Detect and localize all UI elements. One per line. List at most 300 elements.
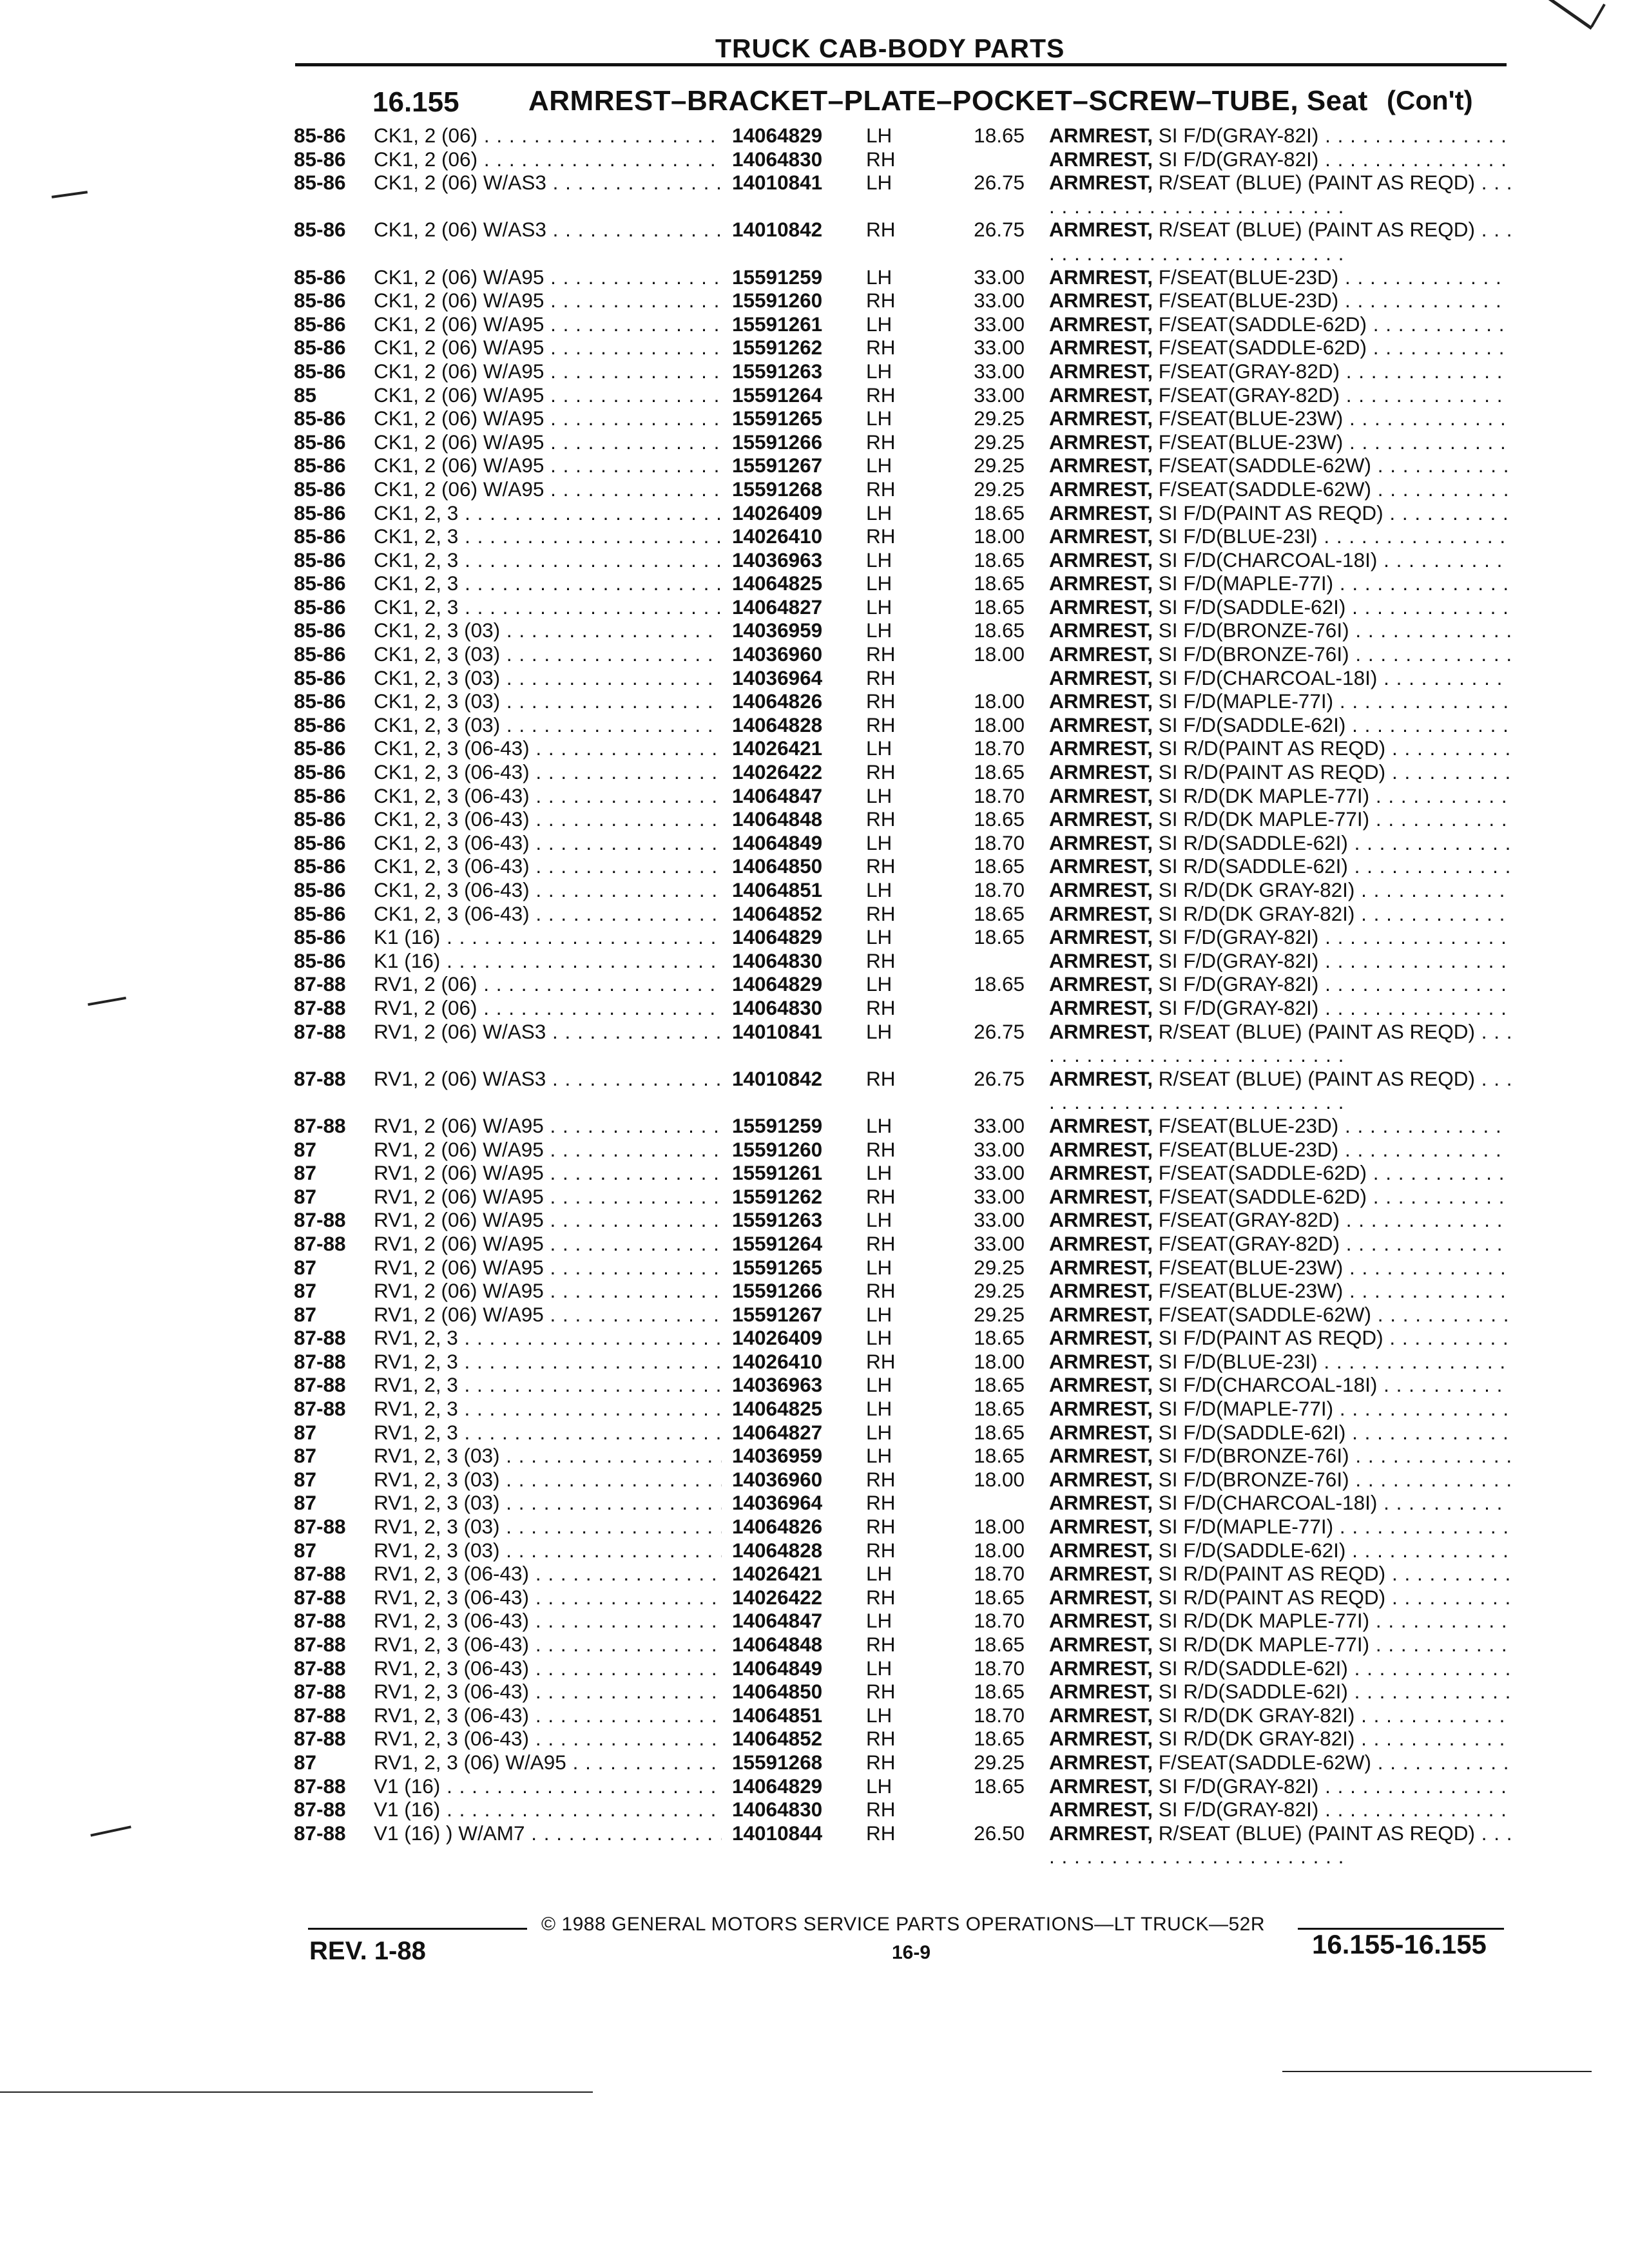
row-model: RV1, 2, 3 (06-43) . . .	[374, 1586, 722, 1610]
row-year: 87-88	[294, 1562, 346, 1586]
row-description	[1049, 454, 1513, 477]
row-item-name: ARMREST,	[1049, 1302, 1153, 1326]
row-model: V1 (16) . . .	[374, 1774, 722, 1798]
row-part-number: 15591266	[732, 1279, 823, 1303]
row-item-spec: F/SEAT(SADDLE-62D)	[1158, 1184, 1367, 1208]
row-description	[1049, 1161, 1513, 1185]
row-model: RV1, 2, 3 (06-43) . . .	[374, 1704, 722, 1727]
row-price: 18.00	[974, 524, 1025, 548]
row-side: LH	[866, 1019, 892, 1043]
section-continued: (Con't)	[1387, 85, 1473, 115]
row-model: CK1, 2, 3 (06-43) . . .	[374, 878, 722, 902]
row-description	[1049, 949, 1513, 973]
row-item-spec: SI F/D(PAINT AS REQD)	[1158, 501, 1383, 524]
row-model: RV1, 2, 3 . . .	[374, 1373, 722, 1397]
row-item-spec: F/SEAT(BLUE-23D)	[1158, 289, 1339, 312]
row-item-spec: R/SEAT (BLUE) (PAINT AS REQD)	[1158, 1019, 1476, 1043]
row-year: 85-86	[294, 336, 346, 360]
row-description	[1049, 1491, 1513, 1515]
row-part-number: 14036960	[732, 1467, 823, 1491]
row-model: CK1, 2 (06) W/A95 . . .	[374, 430, 722, 454]
row-part-number: 14036959	[732, 1444, 823, 1468]
table-row	[294, 548, 1518, 572]
row-year: 87-88	[294, 1326, 346, 1350]
row-description	[1049, 784, 1513, 808]
row-part-number: 14010842	[732, 1066, 823, 1090]
row-side: RH	[866, 1798, 896, 1821]
row-model: CK1, 2, 3 (03) . . .	[374, 689, 722, 713]
row-model: CK1, 2, 3 (03) . . .	[374, 666, 722, 690]
row-item-spec: F/SEAT(BLUE-23W)	[1158, 407, 1344, 430]
row-part-number: 14036964	[732, 666, 823, 689]
row-part-number: 14064848	[732, 807, 823, 831]
row-part-number: 14064851	[732, 1703, 823, 1727]
row-part-number: 15591262	[732, 336, 823, 360]
row-model: RV1, 2 (06) W/A95 . . .	[374, 1279, 722, 1303]
row-model: RV1, 2, 3 (06-43) . . .	[374, 1562, 722, 1586]
row-item-name: ARMREST,	[1049, 1444, 1153, 1468]
row-description	[1049, 689, 1513, 713]
row-description	[1049, 1421, 1513, 1445]
row-part-number: 15591268	[732, 1750, 823, 1774]
row-description	[1049, 595, 1513, 619]
row-part-number: 15591260	[732, 1137, 823, 1161]
row-item-name: ARMREST,	[1049, 124, 1153, 147]
table-row	[294, 1232, 1518, 1256]
row-side: RH	[866, 854, 896, 878]
row-side: RH	[866, 524, 896, 548]
row-side: RH	[866, 642, 896, 666]
row-item-name: ARMREST,	[1049, 1467, 1153, 1491]
row-side: LH	[866, 1161, 892, 1185]
row-part-number: 14064829	[732, 1774, 823, 1798]
row-price: 29.25	[974, 430, 1025, 454]
table-row	[294, 289, 1518, 312]
row-part-number: 14064830	[732, 1798, 823, 1821]
row-year: 85-86	[294, 124, 346, 147]
row-year: 85-86	[294, 147, 346, 171]
row-part-number: 14064826	[732, 689, 823, 713]
row-part-number: 14064852	[732, 901, 823, 925]
table-row	[294, 1774, 1518, 1798]
row-side: LH	[866, 171, 892, 195]
row-item-spec: SI F/D(GRAY-82I)	[1158, 972, 1319, 996]
row-price: 18.65	[974, 1326, 1025, 1350]
row-side: RH	[866, 1279, 896, 1303]
row-side: RH	[866, 1821, 896, 1845]
row-price: 18.65	[974, 1585, 1025, 1609]
table-row	[294, 1067, 1518, 1114]
row-description	[1049, 1279, 1513, 1303]
table-row	[294, 148, 1518, 171]
row-price: 18.65	[974, 1727, 1025, 1751]
row-year: 87-88	[294, 972, 346, 996]
row-description	[1049, 1774, 1513, 1798]
row-year: 87	[294, 1161, 317, 1185]
row-item-name: ARMREST,	[1049, 289, 1153, 312]
table-row	[294, 1798, 1518, 1821]
row-model: CK1, 2 (06) . . .	[374, 124, 722, 148]
row-description	[1049, 1798, 1513, 1821]
row-description	[1049, 1303, 1513, 1327]
row-part-number: 14064829	[732, 124, 823, 147]
row-description	[1049, 1067, 1513, 1114]
table-row	[294, 595, 1518, 619]
row-model: CK1, 2, 3 (03) . . .	[374, 619, 722, 642]
row-year: 87-88	[294, 1680, 346, 1704]
row-model: RV1, 2 (06) W/A95 . . .	[374, 1256, 722, 1280]
row-description	[1049, 124, 1513, 148]
row-side: LH	[866, 619, 892, 642]
row-description	[1049, 713, 1513, 737]
row-price: 18.65	[974, 595, 1025, 619]
row-side: RH	[866, 1633, 896, 1656]
table-row	[294, 831, 1518, 855]
row-year: 85-86	[294, 171, 346, 195]
scan-mark	[0, 2091, 593, 2093]
row-item-name: ARMREST,	[1049, 1420, 1153, 1444]
row-side: RH	[866, 1515, 896, 1539]
row-item-spec: SI F/D(BRONZE-76I)	[1158, 642, 1349, 666]
row-year: 85-86	[294, 831, 346, 854]
row-item-spec: F/SEAT(SADDLE-62D)	[1158, 312, 1367, 336]
row-item-spec: SI R/D(SADDLE-62I)	[1158, 831, 1348, 854]
table-row	[294, 360, 1518, 383]
row-description	[1049, 1704, 1513, 1727]
table-row	[294, 124, 1518, 148]
row-item-spec: R/SEAT (BLUE) (PAINT AS REQD)	[1158, 218, 1476, 242]
row-item-name: ARMREST,	[1049, 1019, 1153, 1043]
row-description	[1049, 289, 1513, 312]
row-part-number: 14036959	[732, 619, 823, 642]
row-model: CK1, 2 (06) W/A95 . . .	[374, 336, 722, 360]
row-year: 87-88	[294, 1515, 346, 1539]
row-item-name: ARMREST,	[1049, 1750, 1153, 1774]
row-item-spec: SI F/D(MAPLE-77I)	[1158, 572, 1334, 595]
row-item-name: ARMREST,	[1049, 454, 1153, 477]
row-item-name: ARMREST,	[1049, 1397, 1153, 1421]
row-part-number: 14064827	[732, 1420, 823, 1444]
row-item-spec: SI R/D(DK GRAY-82I)	[1158, 1703, 1355, 1727]
row-side: LH	[866, 831, 892, 854]
row-description	[1049, 1586, 1513, 1610]
row-model: CK1, 2 (06) . . .	[374, 148, 722, 171]
row-side: LH	[866, 407, 892, 430]
row-price: 29.25	[974, 407, 1025, 430]
row-side: RH	[866, 1137, 896, 1161]
row-description	[1049, 430, 1513, 454]
row-item-spec: F/SEAT(SADDLE-62W)	[1158, 477, 1371, 501]
row-year: 85-86	[294, 619, 346, 642]
table-row	[294, 1491, 1518, 1515]
table-row	[294, 1821, 1518, 1869]
row-item-spec: SI R/D(DK GRAY-82I)	[1158, 901, 1355, 925]
row-item-name: ARMREST,	[1049, 1727, 1153, 1751]
row-year: 87-88	[294, 1774, 346, 1798]
row-model: CK1, 2 (06) W/A95 . . .	[374, 360, 722, 383]
row-description	[1049, 1373, 1513, 1397]
row-item-spec: SI F/D(CHARCOAL-18I)	[1158, 1491, 1378, 1515]
row-year: 85-86	[294, 501, 346, 524]
row-model: CK1, 2, 3 (06-43) . . .	[374, 854, 722, 878]
table-row	[294, 1256, 1518, 1280]
row-item-name: ARMREST,	[1049, 1491, 1153, 1515]
row-part-number: 14026421	[732, 1562, 823, 1586]
row-model: CK1, 2, 3 . . .	[374, 524, 722, 548]
row-year: 85-86	[294, 312, 346, 336]
row-side: LH	[866, 1113, 892, 1137]
row-item-name: ARMREST,	[1049, 619, 1153, 642]
row-part-number: 15591259	[732, 1113, 823, 1137]
row-item-spec: SI F/D(GRAY-82I)	[1158, 1798, 1319, 1821]
table-row	[294, 524, 1518, 548]
row-year: 85-86	[294, 477, 346, 501]
row-year: 85-86	[294, 878, 346, 901]
row-description	[1049, 1185, 1513, 1209]
row-description	[1049, 1138, 1513, 1162]
row-item-spec: SI R/D(PAINT AS REQD)	[1158, 1562, 1386, 1586]
row-item-spec: F/SEAT(BLUE-23W)	[1158, 1279, 1344, 1303]
row-year: 85-86	[294, 265, 346, 289]
row-item-spec: R/SEAT (BLUE) (PAINT AS REQD)	[1158, 1821, 1476, 1845]
row-item-name: ARMREST,	[1049, 312, 1153, 336]
row-item-spec: SI R/D(DK MAPLE-77I)	[1158, 1609, 1370, 1633]
row-part-number: 15591265	[732, 407, 823, 430]
row-item-spec: SI F/D(PAINT AS REQD)	[1158, 1326, 1383, 1350]
row-item-name: ARMREST,	[1049, 383, 1153, 407]
row-item-name: ARMREST,	[1049, 1137, 1153, 1161]
row-model: CK1, 2 (06) W/A95 . . .	[374, 265, 722, 289]
row-item-name: ARMREST,	[1049, 666, 1153, 689]
row-description	[1049, 996, 1513, 1020]
row-price: 33.00	[974, 1184, 1025, 1208]
row-side: RH	[866, 336, 896, 360]
row-year: 85-86	[294, 783, 346, 807]
row-item-name: ARMREST,	[1049, 925, 1153, 949]
row-price: 18.70	[974, 783, 1025, 807]
row-item-spec: SI R/D(DK MAPLE-77I)	[1158, 1633, 1370, 1656]
row-side: RH	[866, 901, 896, 925]
row-year: 87-88	[294, 1397, 346, 1421]
row-part-number: 15591259	[732, 265, 823, 289]
row-description	[1049, 524, 1513, 548]
row-side: LH	[866, 124, 892, 147]
row-year: 87	[294, 1491, 317, 1515]
table-row	[294, 996, 1518, 1020]
row-description	[1049, 760, 1513, 784]
row-description	[1049, 972, 1513, 996]
row-item-name: ARMREST,	[1049, 972, 1153, 996]
row-item-spec: SI F/D(GRAY-82I)	[1158, 995, 1319, 1019]
row-side: LH	[866, 1609, 892, 1633]
row-description	[1049, 1444, 1513, 1468]
row-part-number: 14064828	[732, 713, 823, 736]
row-year: 87-88	[294, 1066, 346, 1090]
row-item-spec: F/SEAT(GRAY-82D)	[1158, 1231, 1340, 1255]
row-price: 33.00	[974, 1161, 1025, 1185]
row-model: RV1, 2 (06) W/A95 . . .	[374, 1114, 722, 1138]
row-model: RV1, 2, 3 (06-43) . . .	[374, 1680, 722, 1704]
row-item-name: ARMREST,	[1049, 595, 1153, 619]
row-side: LH	[866, 1397, 892, 1421]
row-item-spec: R/SEAT (BLUE) (PAINT AS REQD)	[1158, 1066, 1476, 1090]
row-price: 18.70	[974, 1562, 1025, 1586]
row-description	[1049, 336, 1513, 360]
row-model: CK1, 2 (06) W/AS3 . . .	[374, 171, 722, 195]
row-description	[1049, 1727, 1513, 1751]
row-item-name: ARMREST,	[1049, 1326, 1153, 1350]
row-price: 18.65	[974, 548, 1025, 572]
row-description	[1049, 477, 1513, 501]
row-part-number: 14064848	[732, 1633, 823, 1656]
row-price: 18.65	[974, 901, 1025, 925]
row-model: RV1, 2, 3 (06) W/A95 . . .	[374, 1751, 722, 1774]
table-row	[294, 1397, 1518, 1421]
row-part-number: 14064850	[732, 1680, 823, 1704]
row-part-number: 14010841	[732, 1019, 823, 1043]
table-row	[294, 265, 1518, 289]
table-row	[294, 407, 1518, 430]
row-price: 18.65	[974, 1633, 1025, 1656]
row-price: 18.65	[974, 501, 1025, 524]
row-item-name: ARMREST,	[1049, 1113, 1153, 1137]
row-price: 18.65	[974, 760, 1025, 784]
row-part-number: 14064830	[732, 995, 823, 1019]
scan-mark	[90, 1825, 131, 1836]
row-description	[1049, 1208, 1513, 1232]
row-part-number: 15591267	[732, 1302, 823, 1326]
table-row	[294, 925, 1518, 949]
row-description	[1049, 1515, 1513, 1539]
row-year: 87-88	[294, 1585, 346, 1609]
table-row	[294, 760, 1518, 784]
row-model: CK1, 2 (06) W/A95 . . .	[374, 477, 722, 501]
row-price: 18.00	[974, 1538, 1025, 1562]
row-price: 18.00	[974, 713, 1025, 736]
row-model: RV1, 2, 3 . . .	[374, 1326, 722, 1350]
row-part-number: 15591264	[732, 383, 823, 407]
table-row	[294, 1326, 1518, 1350]
row-item-spec: F/SEAT(BLUE-23D)	[1158, 1137, 1339, 1161]
row-item-name: ARMREST,	[1049, 359, 1153, 383]
row-year: 85-86	[294, 666, 346, 689]
row-model: CK1, 2, 3 (06-43) . . .	[374, 902, 722, 926]
row-price: 18.65	[974, 619, 1025, 642]
row-item-name: ARMREST,	[1049, 783, 1153, 807]
row-item-spec: F/SEAT(GRAY-82D)	[1158, 359, 1340, 383]
row-side: RH	[866, 713, 896, 736]
row-part-number: 14064849	[732, 831, 823, 854]
row-item-spec: SI F/D(BLUE-23I)	[1158, 524, 1318, 548]
row-item-spec: R/SEAT (BLUE) (PAINT AS REQD)	[1158, 171, 1476, 195]
row-item-spec: SI F/D(SADDLE-62I)	[1158, 1420, 1346, 1444]
row-description	[1049, 1350, 1513, 1374]
row-part-number: 14064828	[732, 1538, 823, 1562]
row-part-number: 14064847	[732, 1609, 823, 1633]
table-row	[294, 666, 1518, 690]
row-price: 18.65	[974, 1444, 1025, 1468]
row-model: V1 (16) . . .	[374, 1798, 722, 1821]
row-price: 18.00	[974, 689, 1025, 713]
row-description	[1049, 1397, 1513, 1421]
table-row	[294, 1704, 1518, 1727]
row-price: 18.65	[974, 1373, 1025, 1397]
table-row	[294, 454, 1518, 477]
row-description	[1049, 1256, 1513, 1280]
row-side: LH	[866, 265, 892, 289]
row-description	[1049, 807, 1513, 831]
row-part-number: 14026410	[732, 524, 823, 548]
row-price: 33.00	[974, 383, 1025, 407]
page-header-title: TRUCK CAB-BODY PARTS	[715, 34, 1065, 63]
row-model: CK1, 2, 3 (06-43) . . .	[374, 736, 722, 760]
row-part-number: 14064847	[732, 783, 823, 807]
row-item-spec: F/SEAT(BLUE-23D)	[1158, 1113, 1339, 1137]
row-item-name: ARMREST,	[1049, 1279, 1153, 1303]
row-year: 85-86	[294, 218, 346, 242]
row-side: RH	[866, 1727, 896, 1751]
scan-mark	[88, 997, 126, 1006]
row-model: RV1, 2, 3 (03) . . .	[374, 1468, 722, 1492]
row-year: 87	[294, 1279, 317, 1303]
row-side: RH	[866, 147, 896, 171]
row-year: 87	[294, 1420, 317, 1444]
row-year: 87-88	[294, 1231, 346, 1255]
row-item-name: ARMREST,	[1049, 336, 1153, 360]
table-row	[294, 336, 1518, 360]
row-description	[1049, 1680, 1513, 1704]
table-row	[294, 1373, 1518, 1397]
row-part-number: 14064827	[732, 595, 823, 619]
table-row	[294, 1468, 1518, 1492]
row-price: 18.70	[974, 1703, 1025, 1727]
row-side: RH	[866, 995, 896, 1019]
table-row	[294, 477, 1518, 501]
row-side: LH	[866, 736, 892, 760]
table-row	[294, 1279, 1518, 1303]
table-row	[294, 1114, 1518, 1138]
row-year: 85-86	[294, 925, 346, 949]
row-part-number: 15591264	[732, 1231, 823, 1255]
row-model: RV1, 2 (06) W/A95 . . .	[374, 1303, 722, 1327]
row-model: RV1, 2, 3 . . .	[374, 1397, 722, 1421]
row-side: LH	[866, 1255, 892, 1279]
row-item-name: ARMREST,	[1049, 1609, 1153, 1633]
row-item-name: ARMREST,	[1049, 265, 1153, 289]
row-price: 33.00	[974, 312, 1025, 336]
row-description	[1049, 831, 1513, 855]
table-row	[294, 1633, 1518, 1657]
row-item-spec: F/SEAT(GRAY-82D)	[1158, 1208, 1340, 1232]
row-item-spec: SI R/D(SADDLE-62I)	[1158, 1656, 1348, 1680]
row-model: CK1, 2 (06) W/AS3 . . .	[374, 218, 722, 242]
row-item-spec: SI F/D(BRONZE-76I)	[1158, 1467, 1349, 1491]
row-item-spec: SI F/D(GRAY-82I)	[1158, 124, 1319, 147]
row-item-name: ARMREST,	[1049, 1373, 1153, 1397]
row-part-number: 14064829	[732, 972, 823, 996]
row-item-spec: SI R/D(PAINT AS REQD)	[1158, 736, 1386, 760]
row-year: 87-88	[294, 1208, 346, 1232]
row-price: 18.65	[974, 1680, 1025, 1704]
row-model: RV1, 2, 3 (03) . . .	[374, 1444, 722, 1468]
row-part-number: 14036960	[732, 642, 823, 666]
row-item-name: ARMREST,	[1049, 147, 1153, 171]
row-side: RH	[866, 666, 896, 689]
row-price: 26.75	[974, 171, 1025, 195]
row-description	[1049, 1633, 1513, 1657]
row-description	[1049, 572, 1513, 595]
row-price: 18.70	[974, 1609, 1025, 1633]
